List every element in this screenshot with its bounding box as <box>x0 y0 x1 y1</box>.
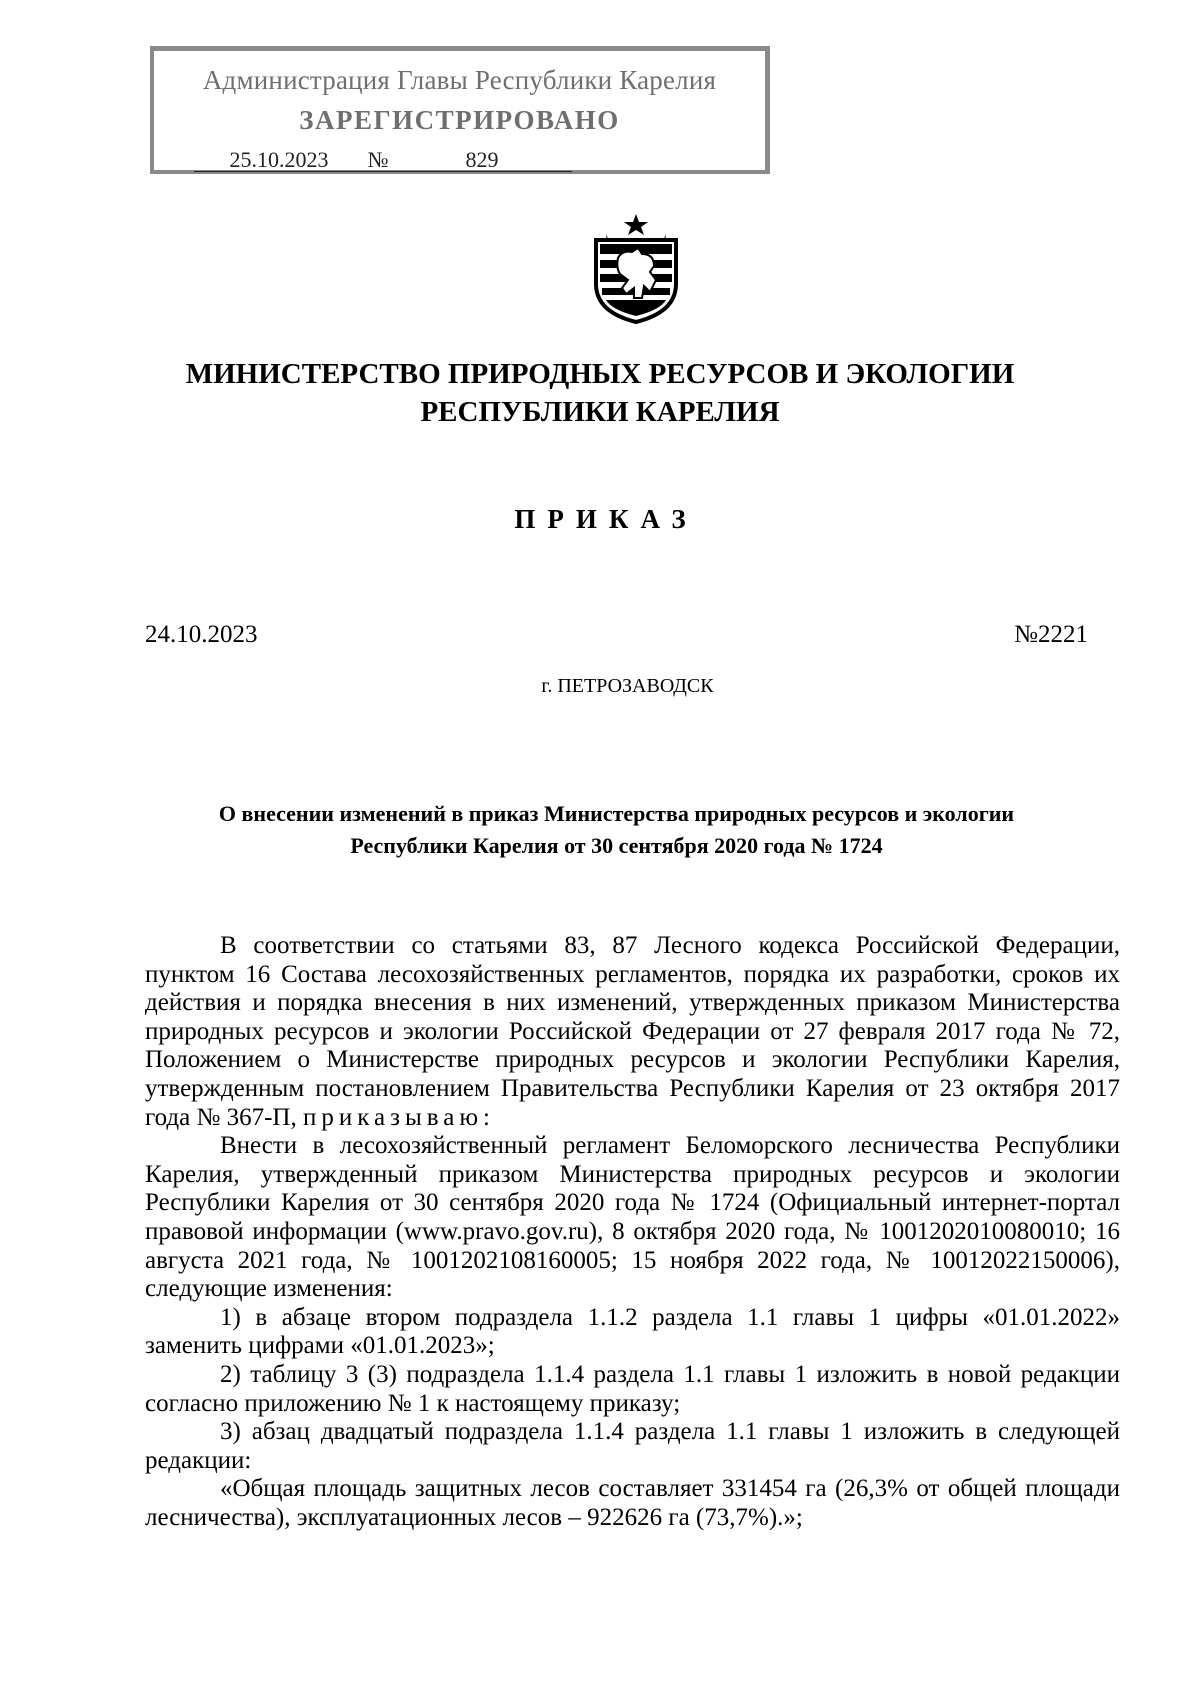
subject-line-1: О внесении изменений в приказ Министерства природных ресурсов и экологии <box>218 801 1015 826</box>
order-number: №2221 <box>1014 621 1088 648</box>
karelia-coat-of-arms-icon <box>588 214 684 324</box>
paragraph-item-3: 3) абзац двадцатый подраздела 1.1.4 раздела 1.1 главы 1 изложить в следующей редакции: <box>145 1418 1120 1474</box>
registration-stamp <box>150 46 770 174</box>
stamp-date: 25.10.2023 <box>194 149 364 172</box>
paragraph-item-3-text: «Общая площадь защитных лесов составляет 331454 га (26,3% от общей площади лесничества), эксплуатационных лесов – 922626 га (73,7%).»; <box>145 1475 1120 1531</box>
stamp-status: ЗАРЕГИСТРИРОВАНО <box>299 105 620 135</box>
paragraph-basis <box>145 932 1120 1132</box>
order-body <box>145 932 1120 1532</box>
city: г. ПЕТРОЗАВОДСК <box>541 675 714 697</box>
paragraph-amendment-intro: Внести в лесохозяйственный регламент Беломорского лесничества Республики Карелия, утвержденный приказом Министерства природных ресурсов и экологии Республики Карелия от 30 сентября 2020 года № 1724 (Официальный интернет-портал правовой информации (www.pravo.gov.ru), 8 октября 2020 года, № 1001202010080010; 16 августа 2021 года, № 1001202108160005; 15 ноября 2022 года, № 10012022150006), следующие изменения: <box>145 1132 1120 1303</box>
stamp-registration-line <box>194 147 572 173</box>
ministry-line-1: МИНИСТЕРСТВО ПРИРОДНЫХ РЕСУРСОВ И ЭКОЛОГИИ <box>185 358 1015 390</box>
order-date: 24.10.2023 <box>145 621 258 648</box>
stamp-number-sign: № <box>364 149 392 172</box>
stamp-number: 829 <box>392 149 572 172</box>
order-subject <box>145 798 1088 862</box>
ministry-title <box>0 355 1200 431</box>
paragraph-basis-text: В соответствии со статьями 83, 87 Лесного кодекса Российской Федерации, пунктом 16 Состава лесохозяйственных регламентов, порядка их разработки, сроков их действия и порядка внесения в них изменений, утвержденных приказом Министерства природных ресурсов и экологии Российской Федерации от 27 февраля 2017 года № 72, Положением о Министерстве природных ресурсов и экологии Республики Карелия, утвержденным постановлением Правительства Республики Карелия от 23 октября 2017 года № 367-П, <box>145 932 1120 1131</box>
document-type: ПРИКАЗ <box>514 504 698 534</box>
paragraph-item-2: 2) таблицу 3 (3) подраздела 1.1.4 раздела 1.1 главы 1 изложить в новой редакции согласно приложению № 1 к настоящему приказу; <box>145 1360 1120 1417</box>
ministry-line-2: РЕСПУБЛИКИ КАРЕЛИЯ <box>420 396 780 428</box>
stamp-organization: Администрация Главы Республики Карелия <box>202 65 717 95</box>
paragraph-item-1: 1) в абзаце втором подраздела 1.1.2 раздела 1.1 главы 1 цифры «01.01.2022» заменить цифрами «01.01.2023»; <box>145 1303 1120 1360</box>
order-verb: приказываю <box>302 1103 484 1131</box>
paragraph-basis-end: : <box>483 1103 490 1131</box>
subject-line-2: Республики Карелия от 30 сентября 2020 года № 1724 <box>350 833 883 858</box>
